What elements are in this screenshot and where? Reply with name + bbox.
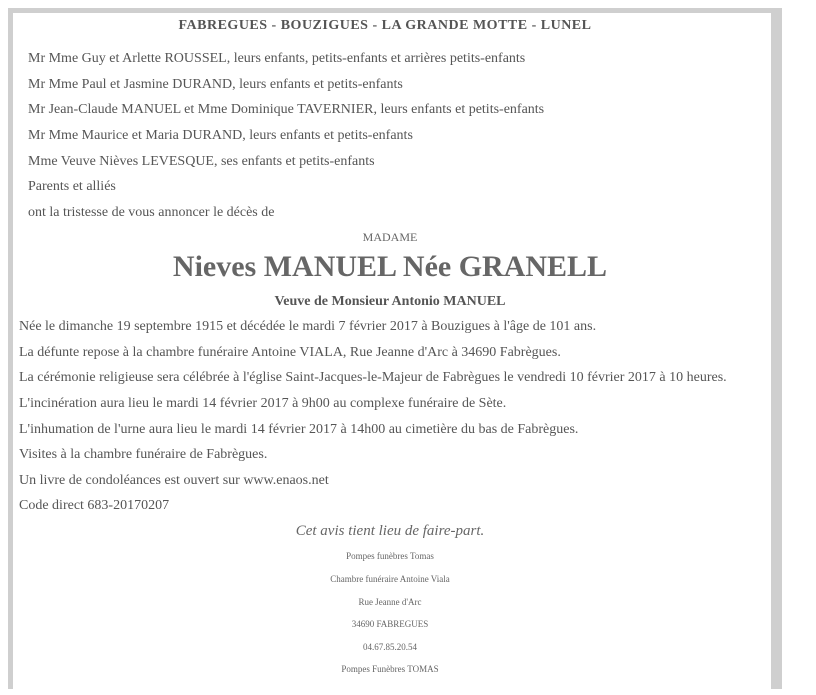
family-line: Mr Mme Guy et Arlette ROUSSEL, leurs enfants, petits-enfants et arrières petits-enfants: [28, 51, 526, 66]
faire-part-note: Cet avis tient lieu de faire-part.: [295, 523, 485, 539]
footer-line: Chambre funéraire Antoine Viala: [330, 574, 450, 584]
family-line: Mr Mme Paul et Jasmine DURAND, leurs enfants et petits-enfants: [28, 77, 403, 92]
footer-line: Rue Jeanne d'Arc: [358, 597, 422, 607]
detail-line: Un livre de condoléances est ouvert sur www.enaos.net: [19, 473, 329, 488]
announcement-line: ont la tristesse de vous annoncer le décès de: [28, 205, 275, 220]
family-line: Mr Mme Maurice et Maria DURAND, leurs enfants et petits-enfants: [28, 128, 413, 143]
deceased-title: MADAME: [362, 230, 418, 244]
towns-header: FABREGUES - BOUZIGUES - LA GRANDE MOTTE - LUNEL: [178, 18, 592, 33]
detail-line: Née le dimanche 19 septembre 1915 et décédée le mardi 7 février 2017 à Bouzigues à l'âge de 101 ans.: [19, 319, 597, 334]
family-line: Parents et alliés: [28, 179, 116, 194]
footer-line: Pompes funèbres Tomas: [346, 551, 434, 561]
detail-line: La défunte repose à la chambre funéraire Antoine VIALA, Rue Jeanne d'Arc à 34690 Fabrègues.: [19, 345, 561, 360]
code-direct: Code direct 683-20170207: [19, 498, 170, 513]
footer-line: 04.67.85.20.54: [363, 642, 417, 652]
deceased-name: Nieves MANUEL Née GRANELL: [172, 250, 608, 283]
family-line: Mme Veuve Nièves LEVESQUE, ses enfants et petits-enfants: [28, 154, 375, 169]
footer-line: Pompes Funèbres TOMAS: [341, 664, 439, 674]
detail-line: La cérémonie religieuse sera célébrée à l'église Saint-Jacques-le-Majeur de Fabrègues le vendredi 10 février 2017 à 10 heures.: [19, 370, 727, 385]
widow-of: Veuve de Monsieur Antonio MANUEL: [274, 294, 506, 309]
detail-line: Visites à la chambre funéraire de Fabrègues.: [19, 447, 268, 462]
detail-line: L'incinération aura lieu le mardi 14 février 2017 à 9h00 au complexe funéraire de Sète.: [19, 396, 507, 411]
family-line: Mr Jean-Claude MANUEL et Mme Dominique TAVERNIER, leurs enfants et petits-enfants: [28, 102, 545, 117]
detail-line: L'inhumation de l'urne aura lieu le mardi 14 février 2017 à 14h00 au cimetière du bas de Fabrègues.: [19, 422, 579, 437]
footer-line: 34690 FABREGUES: [351, 619, 429, 629]
